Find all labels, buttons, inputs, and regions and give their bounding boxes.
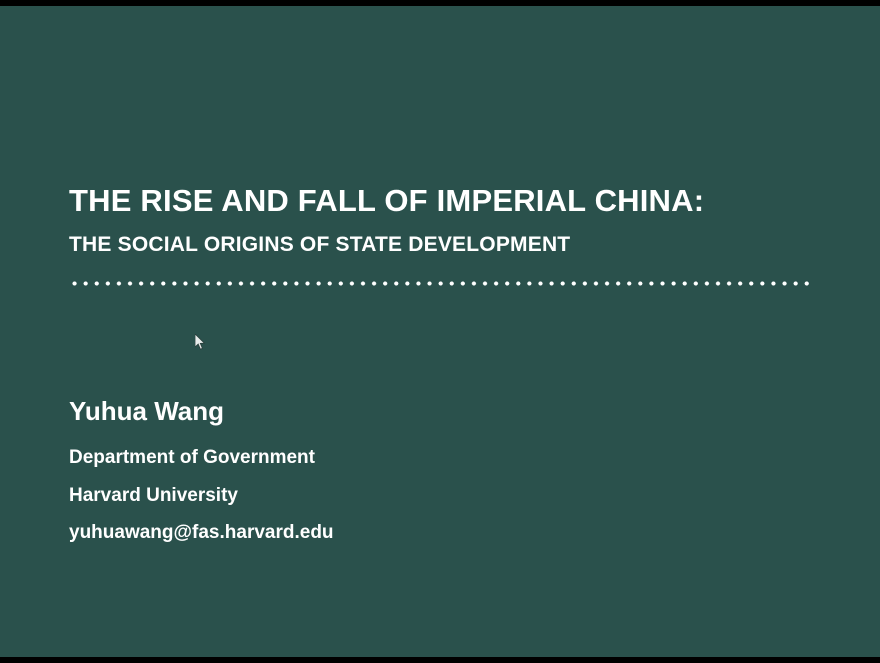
- title-block: [69, 184, 829, 257]
- author-email: yuhuawang@fas.harvard.edu: [69, 522, 334, 544]
- mouse-cursor-icon: [195, 334, 207, 352]
- dotted-divider: [69, 280, 811, 287]
- author-name: Yuhua Wang: [69, 396, 225, 426]
- page-title: THE RISE AND FALL OF IMPERIAL CHINA:: [69, 183, 705, 218]
- title-slide[interactable]: [0, 6, 880, 657]
- author-block: [69, 396, 769, 546]
- page-subtitle: THE SOCIAL ORIGINS OF STATE DEVELOPMENT: [69, 232, 571, 256]
- author-institution: Harvard University: [69, 484, 238, 506]
- author-department: Department of Government: [69, 447, 315, 469]
